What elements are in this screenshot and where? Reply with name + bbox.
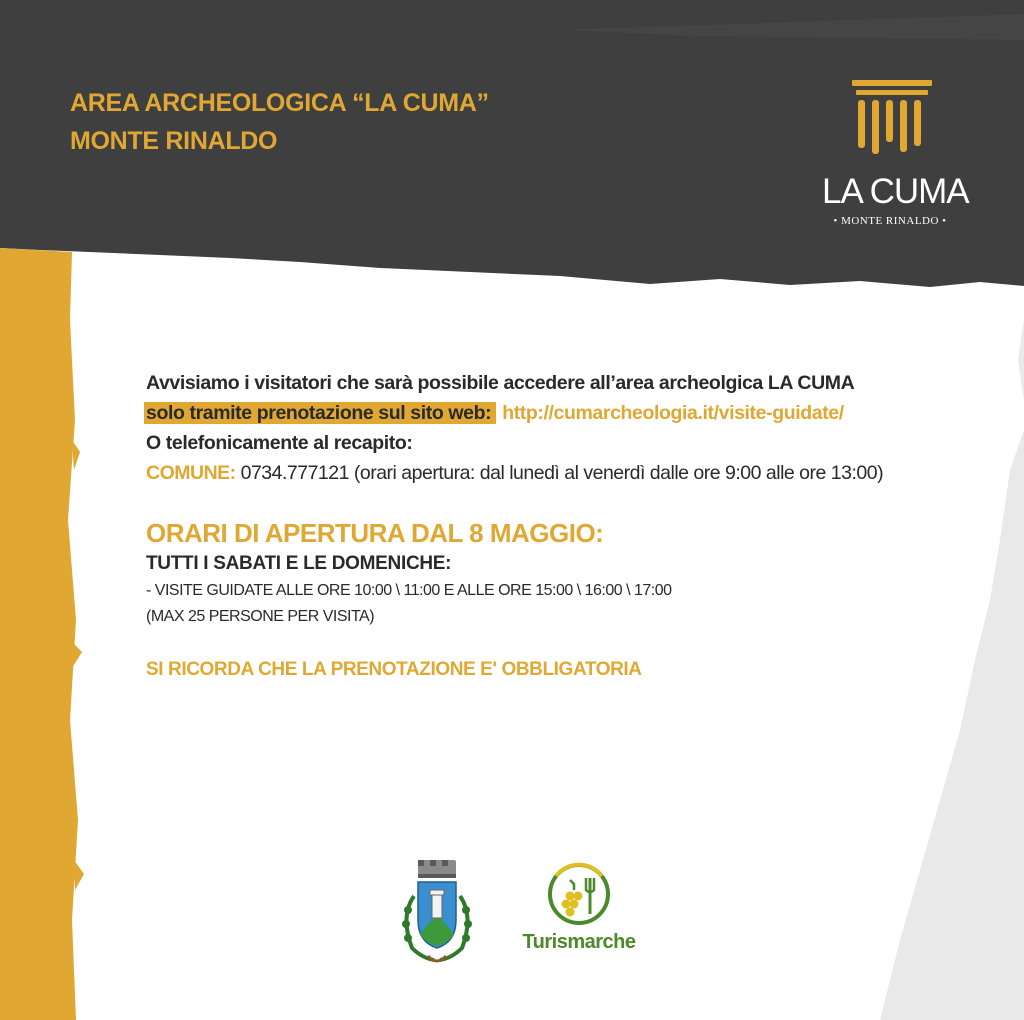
- logo-subtitle: • MONTE RINALDO •: [833, 215, 947, 227]
- municipal-crest-icon: [392, 856, 482, 968]
- hours-days: TUTTI I SABATI E LE DOMENICHE:: [146, 553, 452, 574]
- booking-highlight: solo tramite prenotazione sul sito web:: [144, 402, 496, 424]
- la-cuma-logo: [822, 78, 969, 238]
- header-title-line1: AREA ARCHEOLOGICA “LA CUMA”: [70, 89, 489, 117]
- header-title: [70, 84, 489, 160]
- logo-name: LA CUMA: [822, 172, 969, 211]
- comune-contact: [146, 458, 916, 488]
- turismarche-logo-icon: [544, 862, 614, 926]
- hours-title: ORARI DI APERTURA DAL 8 MAGGIO:: [146, 518, 604, 548]
- header-title-line2: MONTE RINALDO: [70, 127, 278, 155]
- hours-visits: - VISITE GUIDATE ALLE ORE 10:00 \ 11:00 E ALLE ORE 15:00 \ 16:00 \ 17:00: [146, 582, 672, 599]
- notice-line: Avvisiamo i visitatori che sarà possibile accedere all’area archeolgica LA CUMA: [146, 372, 855, 394]
- column-icon: [852, 78, 932, 156]
- reminder-text: SI RICORDA CHE LA PRENOTAZIONE E' OBBLIGATORIA: [146, 659, 642, 680]
- booking-line: [146, 398, 916, 428]
- comune-details: 0734.777121 (orari apertura: dal lunedì al venerdì dalle ore 9:00 alle ore 13:00): [240, 462, 884, 484]
- booking-url-link[interactable]: http://cumarcheologia.it/visite-guidate/: [502, 402, 844, 424]
- phone-intro: O telefonicamente al recapito:: [146, 432, 413, 454]
- hours-max: (MAX 25 PERSONE PER VISITA): [146, 608, 375, 625]
- main-content: [146, 368, 916, 684]
- turismarche-label: Turismarche: [522, 931, 636, 953]
- comune-label: COMUNE:: [146, 462, 236, 484]
